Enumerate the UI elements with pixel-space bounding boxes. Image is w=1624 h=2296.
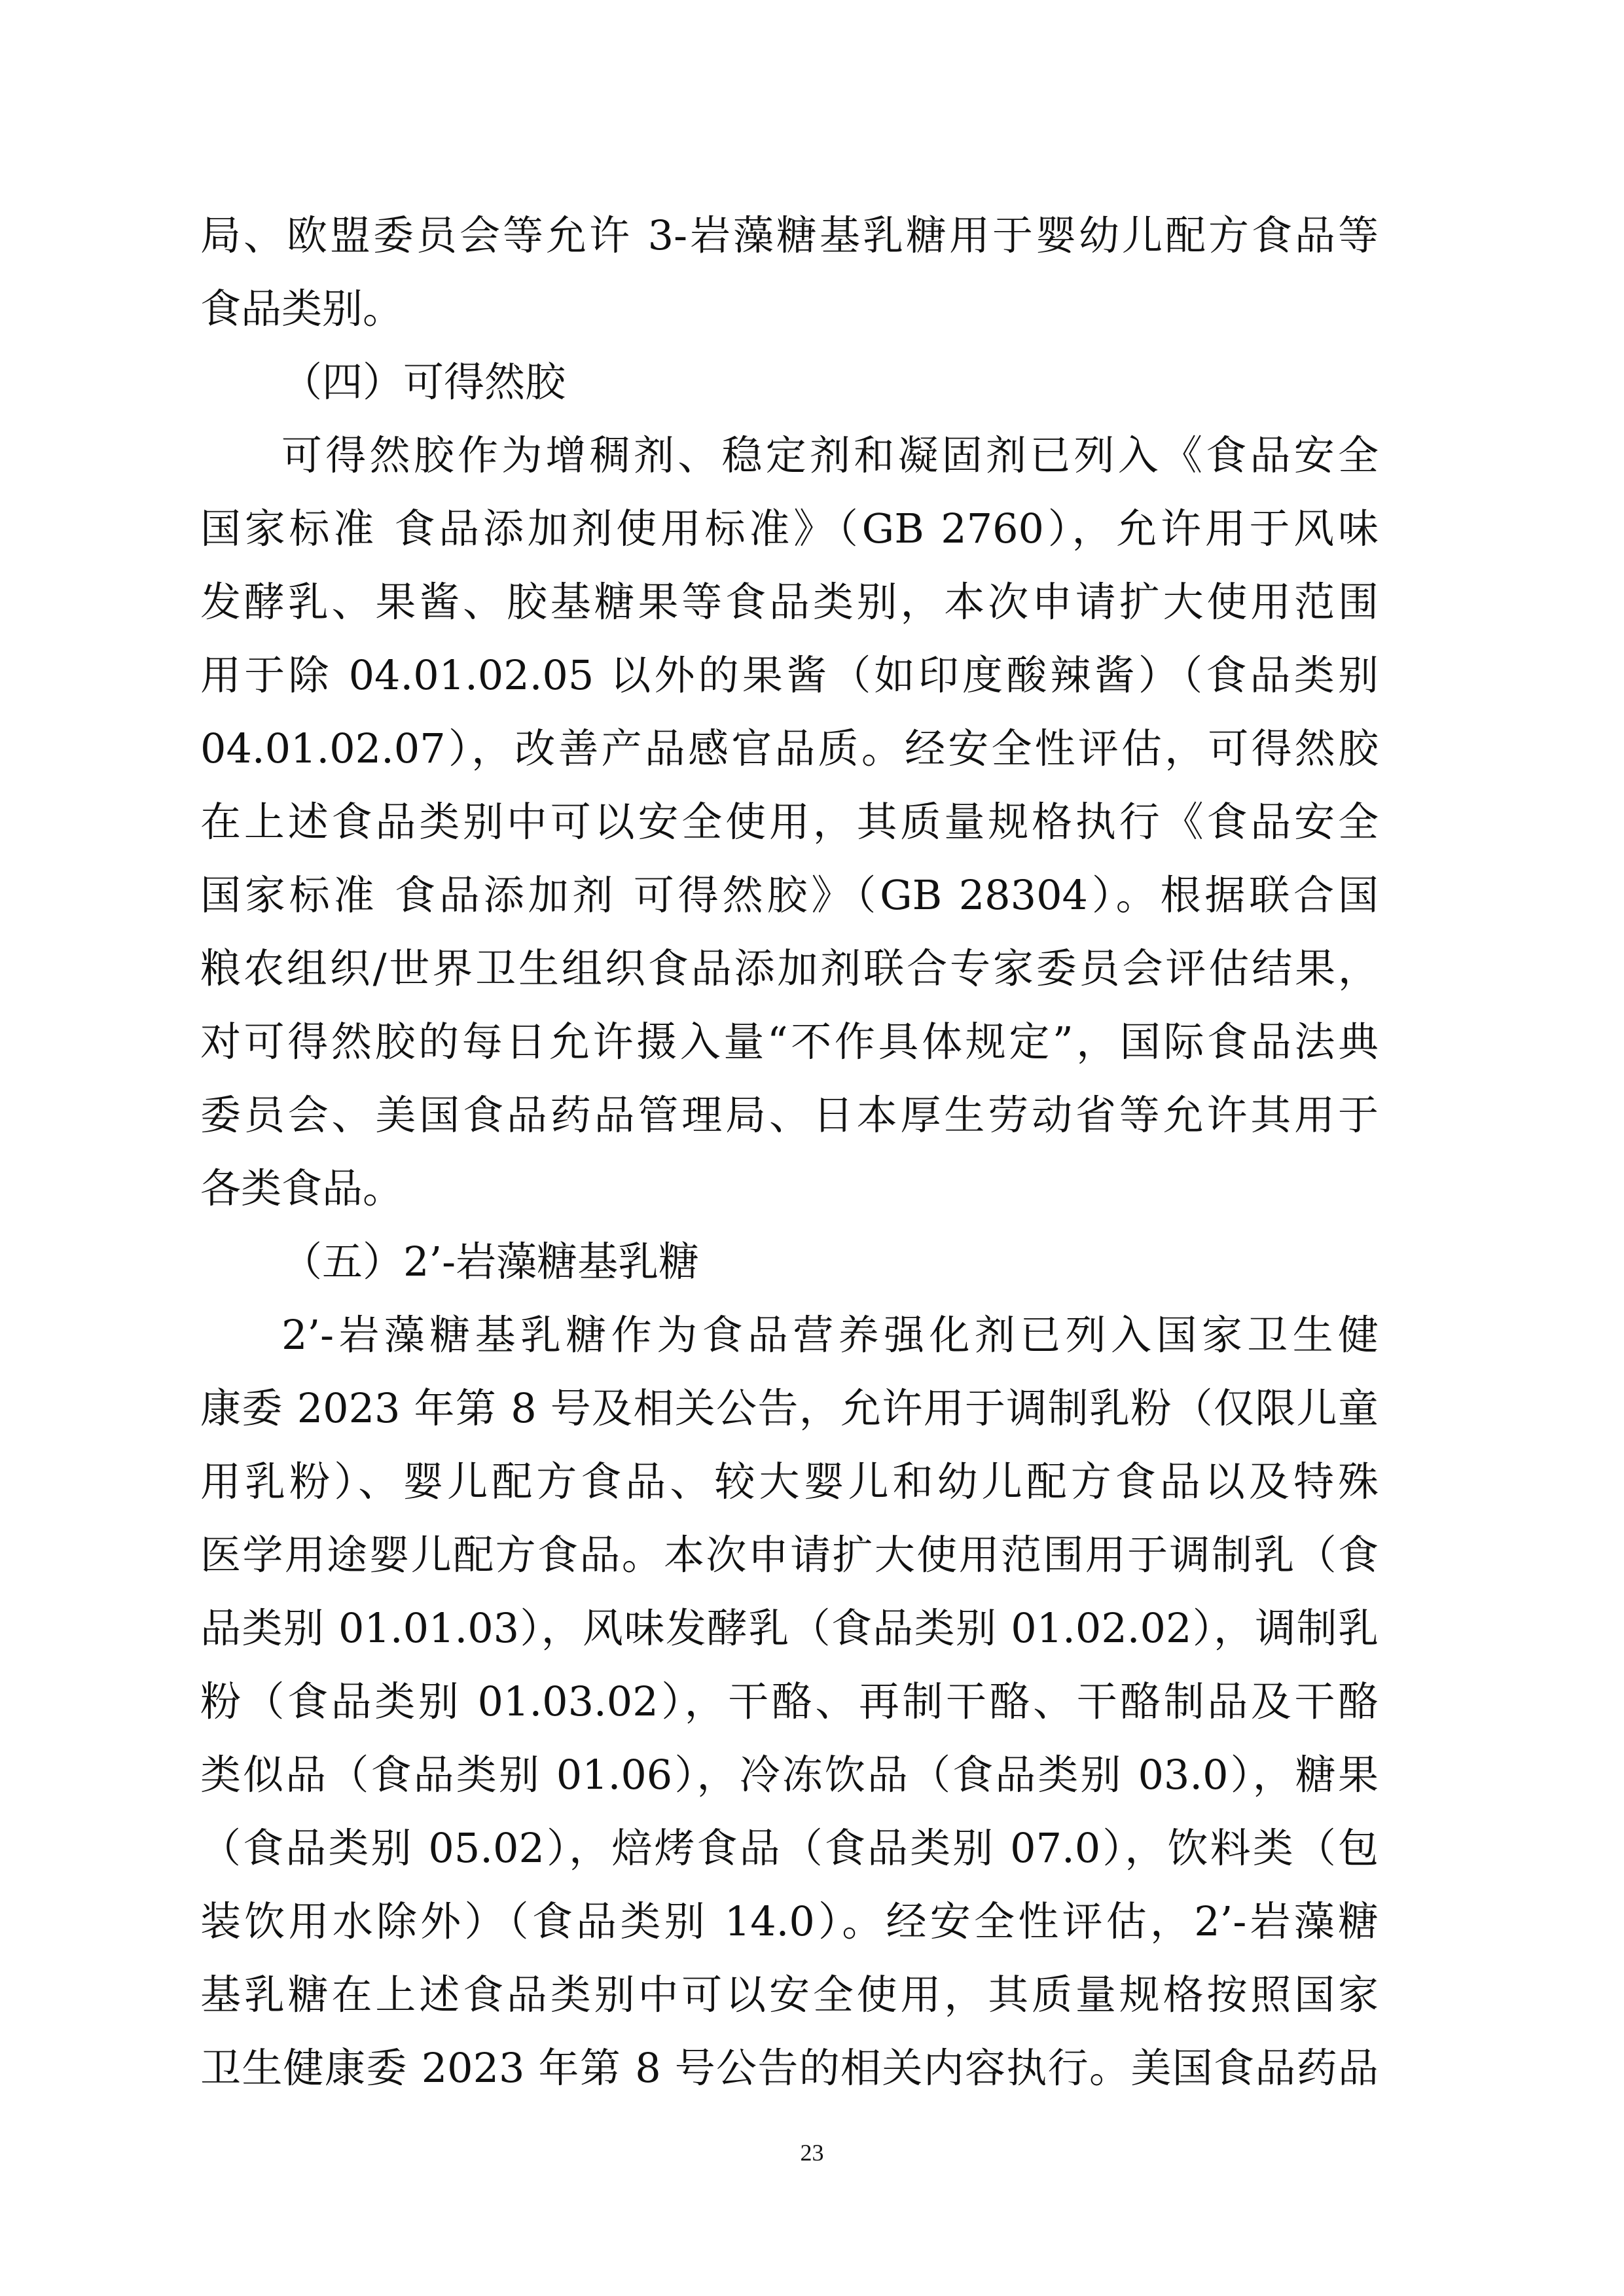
paragraph-line: 发酵乳、果酱、胶基糖果等食品类别，本次申请扩大使用范围 [200, 578, 1379, 626]
paragraph-line: 委员会、美国食品药品管理局、日本厚生劳动省等允许其用于 [200, 1091, 1379, 1139]
paragraph-line: 装饮用水除外）（食品类别 14.0）。经安全性评估，2’-岩藻糖 [200, 1897, 1379, 1945]
paragraph-line: 食品类别。 [200, 285, 404, 332]
document-body [200, 199, 1379, 2105]
paragraph-line: 粉（食品类别 01.03.02），干酪、再制干酪、干酪制品及干酪 [200, 1677, 1379, 1725]
paragraph-line: 2’-岩藻糖基乳糖作为食品营养强化剂已列入国家卫生健 [281, 1311, 1379, 1359]
paragraph-line: 类似品（食品类别 01.06），冷冻饮品（食品类别 03.0），糖果 [200, 1751, 1379, 1799]
paragraph-line: （食品类别 05.02），焙烤食品（食品类别 07.0），饮料类（包 [200, 1824, 1379, 1872]
paragraph-line: 粮农组织/世界卫生组织食品添加剂联合专家委员会评估结果， [200, 944, 1379, 992]
paragraph-line: 04.01.02.07），改善产品感官品质。经安全性评估，可得然胶 [200, 725, 1379, 772]
paragraph-line: 医学用途婴儿配方食品。本次申请扩大使用范围用于调制乳（食 [200, 1531, 1379, 1579]
page-number: 23 [800, 2140, 824, 2166]
paragraph-line: 国家标准 食品添加剂使用标准》（GB 2760），允许用于风味 [200, 505, 1379, 552]
paragraph-line: 基乳糖在上述食品类别中可以安全使用，其质量规格按照国家 [200, 1971, 1379, 2018]
section-heading: （五）2’-岩藻糖基乳糖 [281, 1238, 700, 1285]
paragraph-line: 各类食品。 [200, 1164, 404, 1212]
paragraph-line: 可得然胶作为增稠剂、稳定剂和凝固剂已列入《食品安全 [281, 431, 1379, 479]
paragraph-line: 国家标准 食品添加剂 可得然胶》（GB 28304）。根据联合国 [200, 871, 1379, 919]
paragraph-line: 康委 2023 年第 8 号及相关公告，允许用于调制乳粉（仅限儿童 [200, 1384, 1379, 1432]
paragraph-line: 在上述食品类别中可以安全使用，其质量规格执行《食品安全 [200, 798, 1379, 846]
section-heading: （四）可得然胶 [281, 358, 566, 406]
paragraph-line: 用乳粉）、婴儿配方食品、较大婴儿和幼儿配方食品以及特殊 [200, 1458, 1379, 1505]
paragraph-line: 局、欧盟委员会等允许 3-岩藻糖基乳糖用于婴幼儿配方食品等 [200, 211, 1379, 259]
paragraph-line: 卫生健康委 2023 年第 8 号公告的相关内容执行。美国食品药品 [200, 2044, 1379, 2092]
paragraph-line: 品类别 01.01.03），风味发酵乳（食品类别 01.02.02），调制乳 [200, 1604, 1379, 1652]
paragraph-line: 用于除 04.01.02.05 以外的果酱（如印度酸辣酱）（食品类别 [200, 651, 1379, 699]
paragraph-line: 对可得然胶的每日允许摄入量“不作具体规定”，国际食品法典 [200, 1018, 1379, 1066]
